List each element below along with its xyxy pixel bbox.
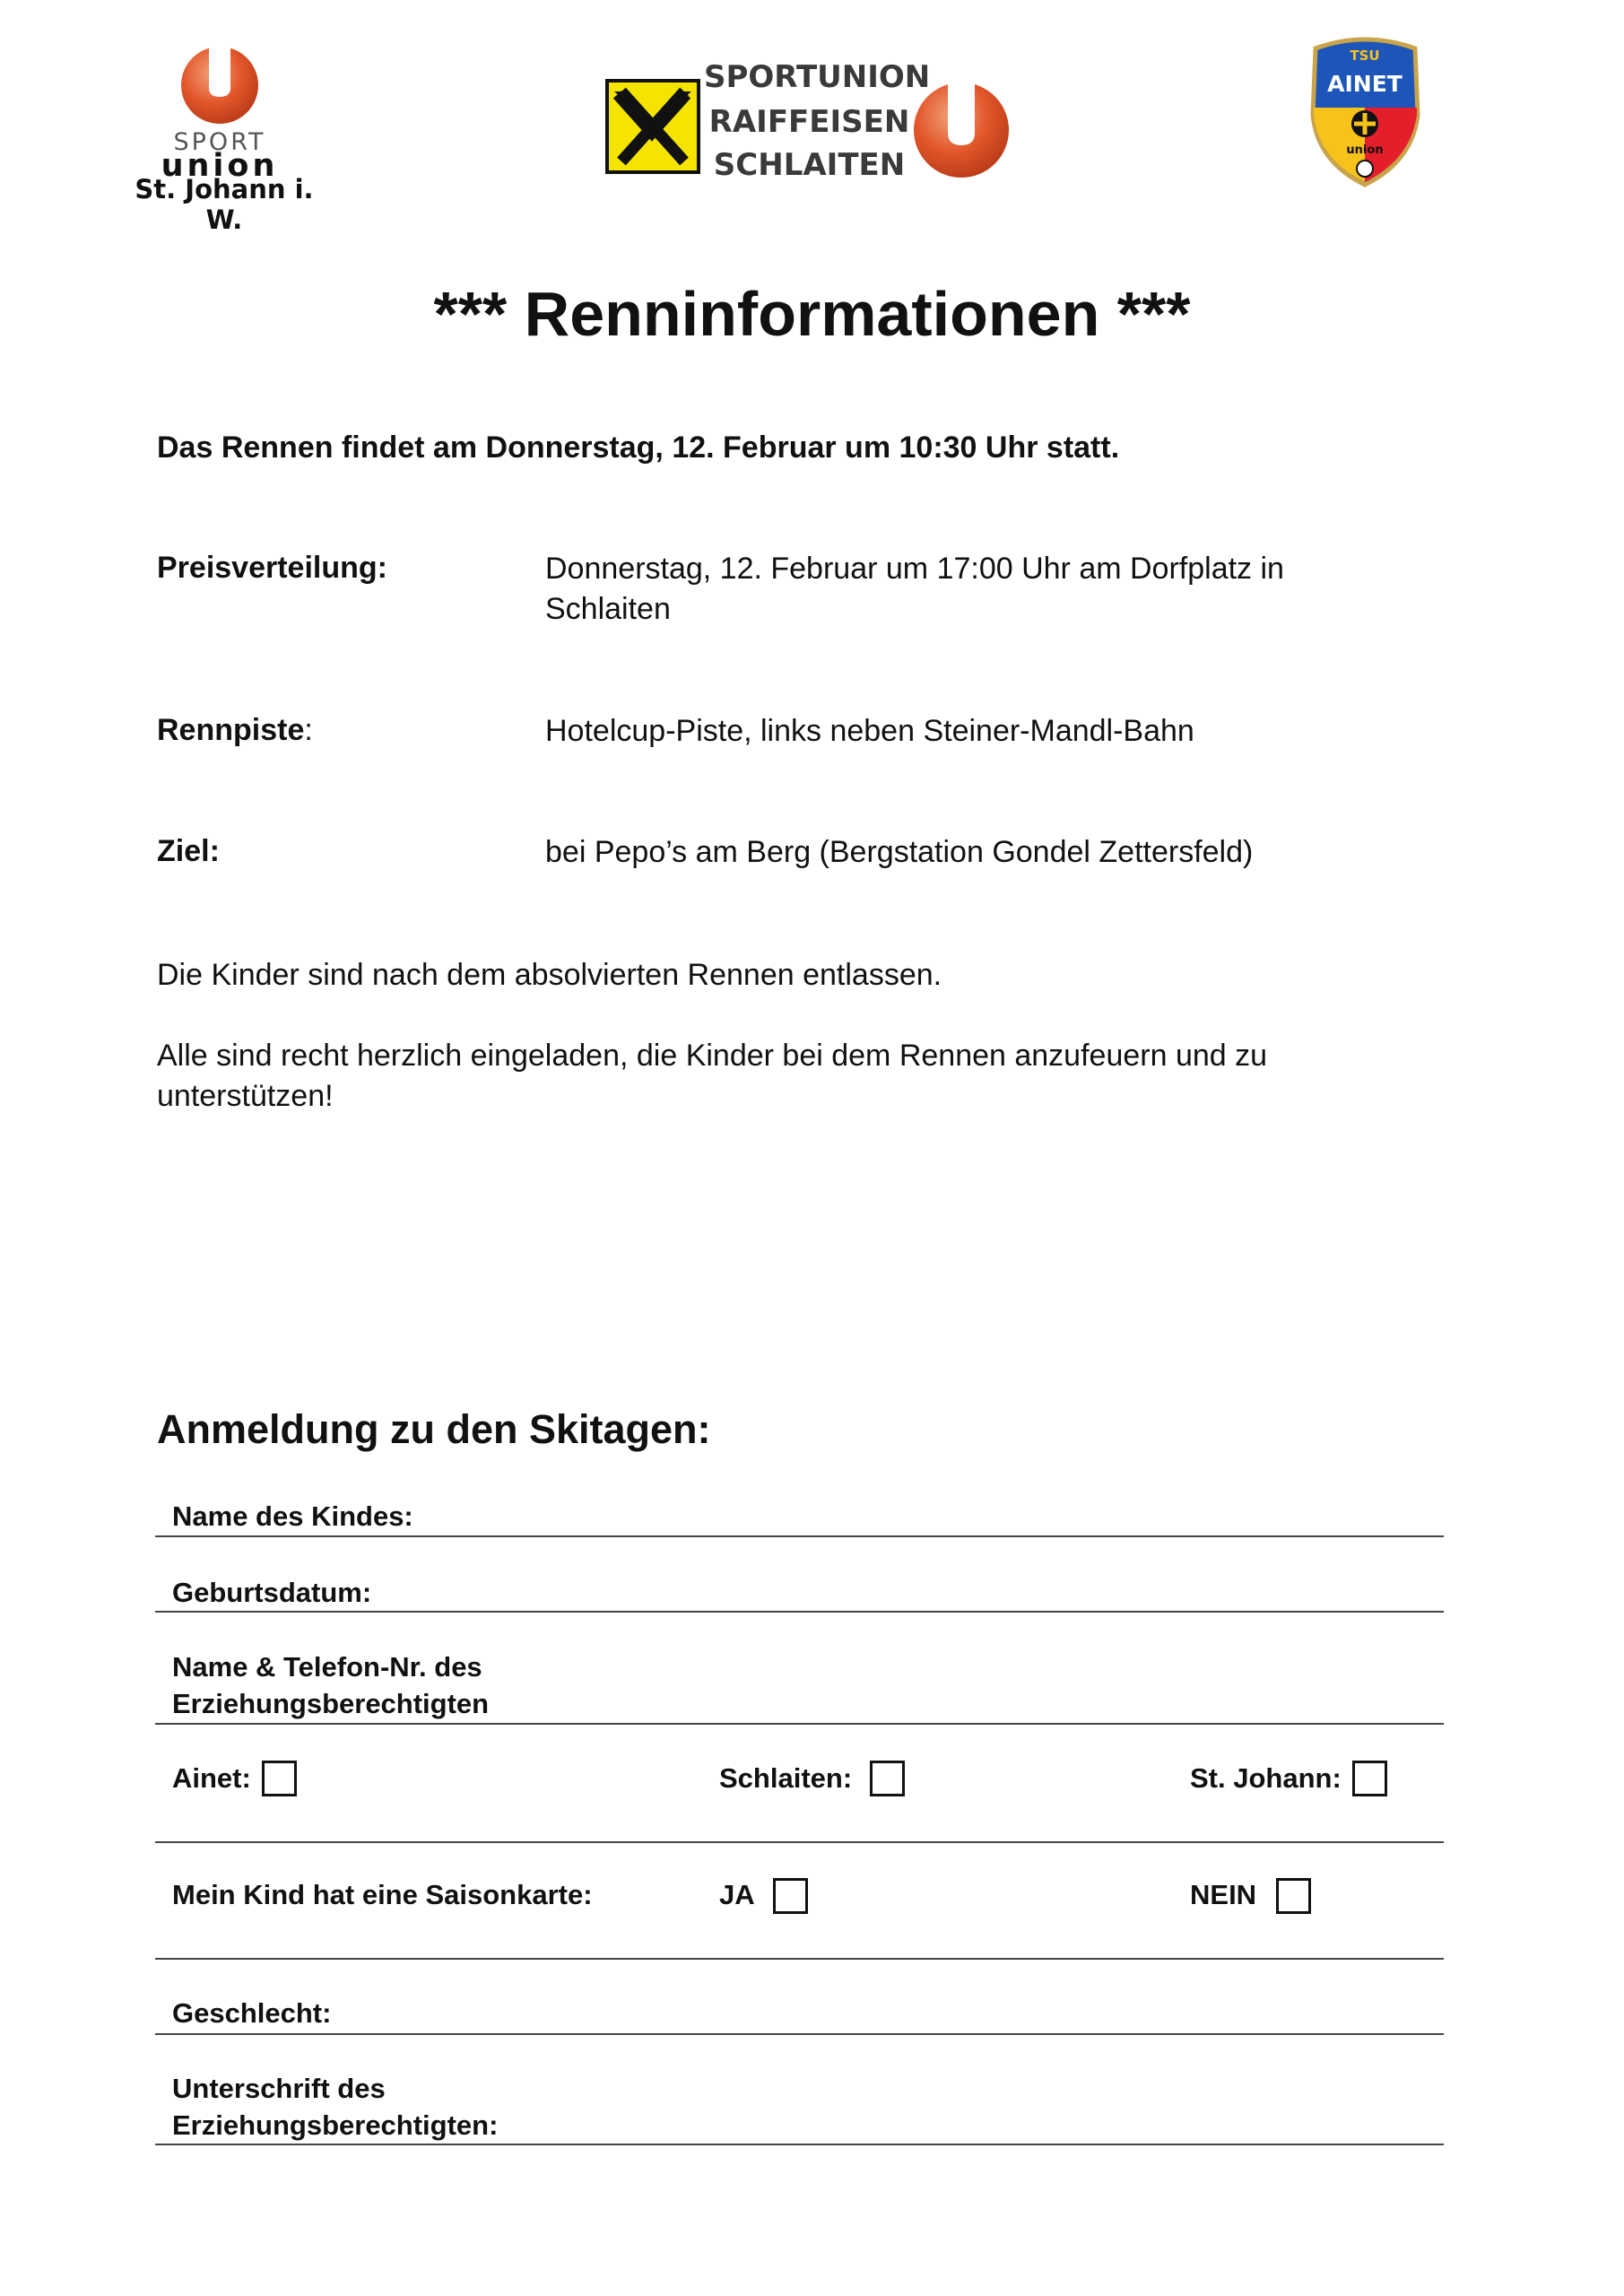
geburtsdatum-label: Geburtsdatum:: [172, 1577, 372, 1608]
paragraph-einladung: Alle sind recht herzlich eingeladen, die Kinder bei dem Rennen anzufeuern und zu unterstützen!: [157, 1039, 1268, 1113]
unterschrift-label-line1: Unterschrift des: [172, 2073, 386, 2104]
saisonkarte-row-line: [155, 1958, 1444, 1960]
name-telefon-label-line1: Name & Telefon-Nr. des: [172, 1651, 482, 1683]
saisonkarte-label: Mein Kind hat eine Saisonkarte:: [172, 1879, 593, 1910]
paragraph-entlassen: Die Kinder sind nach dem absolvierten Rennen entlassen.: [157, 958, 942, 992]
tsu-ainet-crest-logo: [1305, 36, 1426, 188]
preisverteilung-value: Donnerstag, 12. Februar um 17:00 Uhr am Dorfplatz in Schlaiten: [545, 552, 1284, 626]
geburtsdatum-line[interactable]: [155, 1611, 1444, 1613]
union-u-icon: [912, 79, 1011, 179]
logo-line-schlaiten: SCHLAITEN: [713, 147, 906, 183]
rennpiste-colon: :: [304, 713, 313, 747]
ainet-checkbox[interactable]: [262, 1761, 297, 1796]
sportunion-raiffeisen-schlaiten-logo: [605, 56, 1018, 190]
st-johann-checkbox[interactable]: [1352, 1761, 1387, 1796]
geschlecht-line[interactable]: [155, 2033, 1444, 2035]
registration-heading: Anmeldung zu den Skitagen:: [157, 1406, 711, 1452]
page-title: *** Renninformationen ***: [433, 279, 1191, 349]
raiffeisen-icon: [605, 79, 700, 174]
race-date-statement: Das Rennen findet am Donnerstag, 12. Februar um 10:30 Uhr statt.: [157, 430, 1120, 465]
geschlecht-label: Geschlecht:: [172, 1997, 332, 2029]
name-telefon-label-line2: Erziehungsberechtigten: [172, 1688, 490, 1719]
schlaiten-label: Schlaiten:: [719, 1762, 853, 1794]
crest-tsu-text: TSU: [1350, 48, 1380, 64]
ja-checkbox[interactable]: [773, 1878, 808, 1914]
ainet-crest-icon: [1305, 36, 1426, 188]
preisverteilung-label: Preisverteilung:: [157, 551, 387, 585]
unterschrift-label: [172, 2070, 498, 2144]
schlaiten-checkbox[interactable]: [870, 1761, 905, 1796]
name-kind-label: Name des Kindes:: [172, 1500, 413, 1532]
ainet-label: Ainet:: [172, 1762, 251, 1794]
unterschrift-line[interactable]: [155, 2144, 1444, 2145]
rennpiste-label: Rennpiste: [157, 713, 305, 747]
logo-union-text: union: [161, 148, 279, 184]
logo-line-raiffeisen: RAIFFEISEN: [708, 104, 910, 140]
logo-line-sportunion: SPORTUNION: [704, 59, 931, 95]
st-johann-label: St. Johann:: [1190, 1762, 1342, 1794]
crest-ainet-text: AINET: [1327, 71, 1403, 97]
sportunion-st-johann-logo: [126, 43, 341, 235]
logo-sport-text: SPORT: [173, 128, 266, 156]
union-u-icon: [179, 43, 260, 126]
name-telefon-label: [172, 1648, 489, 1722]
ziel-value: bei Pepo’s am Berg (Bergstation Gondel Zettersfeld): [545, 835, 1254, 869]
name-kind-line[interactable]: [155, 1535, 1444, 1537]
rennpiste-label-group: [157, 713, 313, 748]
logo-place-text: St. Johann i. W.: [135, 174, 314, 235]
rennpiste-value: Hotelcup-Piste, links neben Steiner-Mandl-Bahn: [545, 714, 1194, 748]
unterschrift-label-line2: Erziehungsberechtigten:: [172, 2109, 499, 2141]
school-row-line: [155, 1841, 1444, 1843]
ja-label: JA: [719, 1879, 755, 1910]
crest-union-text: union: [1346, 144, 1384, 157]
nein-checkbox[interactable]: [1276, 1878, 1311, 1914]
nein-label: NEIN: [1190, 1879, 1257, 1910]
name-telefon-line[interactable]: [155, 1723, 1444, 1725]
ziel-label: Ziel:: [157, 834, 220, 868]
